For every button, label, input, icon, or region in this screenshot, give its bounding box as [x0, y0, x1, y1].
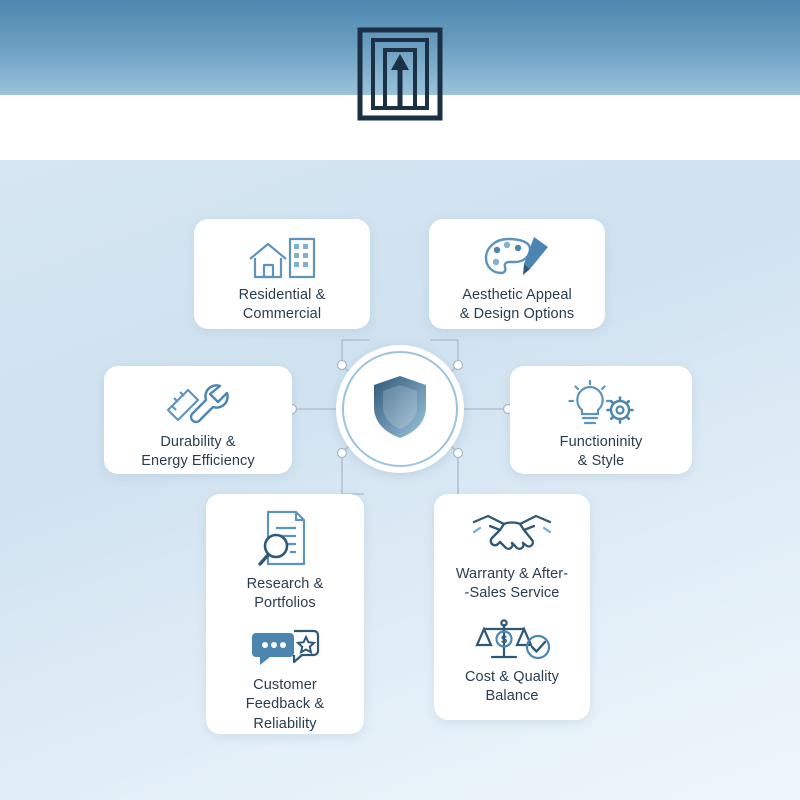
node-card-aesthetic[interactable] — [429, 219, 605, 329]
connector-lines — [0, 160, 800, 800]
chat-bubbles-star-icon — [250, 627, 320, 676]
node-card-residential[interactable] — [194, 219, 370, 329]
wrench-and-ruler-icon — [162, 380, 234, 433]
node-card-durability[interactable] — [104, 366, 292, 474]
node-label-research: Research & Portfolios — [246, 576, 324, 612]
node-label-functionality: Functioninity & Style — [559, 434, 643, 470]
node-card-functionality[interactable] — [510, 366, 692, 474]
node-label-customer-feedback: Customer Feedback & Reliability — [245, 677, 325, 732]
node-card-cost-quality[interactable] — [434, 617, 590, 706]
elevator-door-arrow-logo — [352, 26, 448, 122]
node-label-cost-quality: Cost & Quality Balance — [464, 669, 560, 705]
hub-ring — [342, 351, 458, 467]
handshake-icon — [470, 508, 554, 565]
node-card-customer-feedback[interactable] — [206, 627, 364, 733]
center-hub — [336, 345, 464, 473]
node-card-research[interactable] — [206, 494, 364, 734]
house-and-building-icon — [246, 233, 318, 286]
node-label-residential: Residential & Commercial — [238, 287, 326, 323]
lightbulb-gear-icon — [566, 380, 636, 433]
document-magnifier-icon — [250, 508, 320, 575]
node-label-durability: Durability & Energy Efficiency — [141, 434, 255, 470]
paint-palette-brush-icon — [482, 233, 552, 286]
balance-scale-icon — [472, 617, 552, 668]
node-label-aesthetic: Aesthetic Appeal & Design Options — [459, 287, 575, 323]
svg-text:$: $ — [500, 634, 508, 647]
node-label-warranty: Warranty & After- -Sales Service — [455, 566, 569, 602]
node-card-warranty[interactable] — [434, 494, 590, 720]
